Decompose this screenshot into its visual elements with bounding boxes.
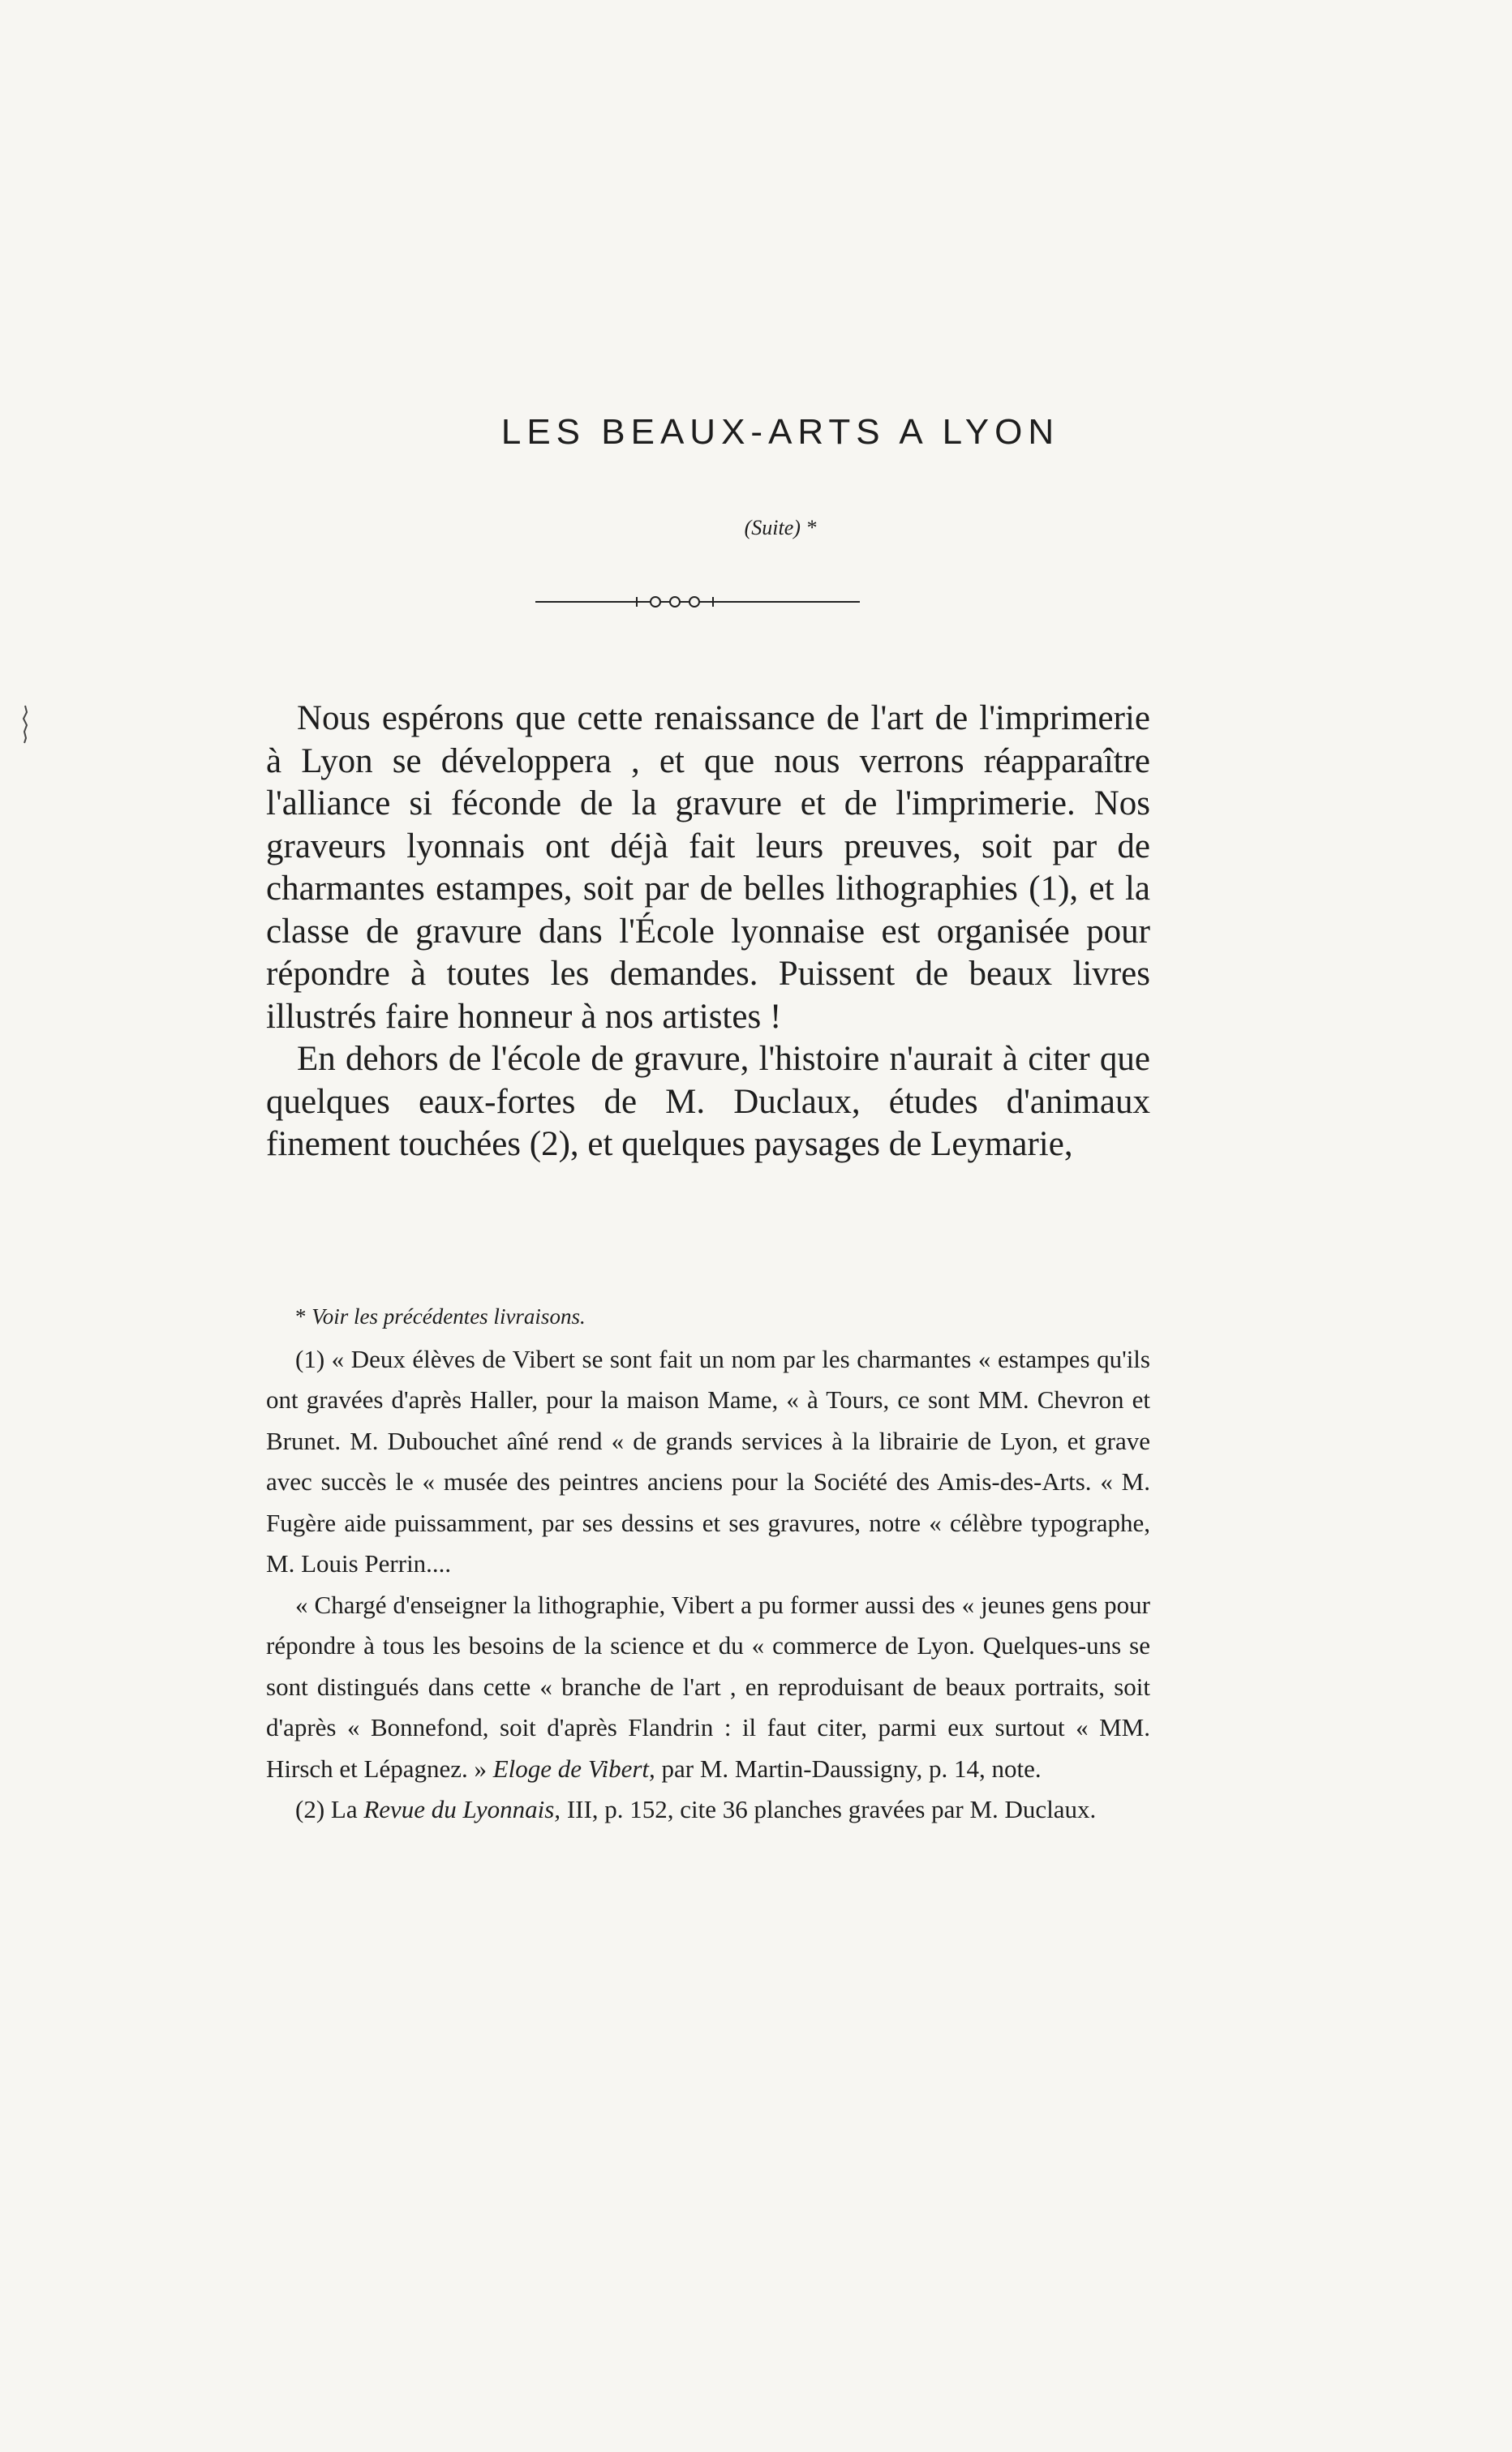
- footnote-2-rest: III, p. 152, cite 36 planches gravées par M. Duclaux.: [566, 1795, 1097, 1823]
- margin-mark: [19, 704, 31, 745]
- footnote-star-marker: *: [295, 1304, 307, 1329]
- footnote-star: [266, 1296, 1150, 1338]
- footnote-1: (1) « Deux élèves de Vibert se sont fait un nom par les charmantes « estampes qu'ils ont gravées d'après Haller, pour la maison Mame, « à Tours, ce sont MM. Chevron et Brunet. M. Dubouchet aîné rend « de grands services à la librairie de Lyon, et grave avec succès le « musée des peintres anciens pour la Société des Amis-des-Arts. « M. Fugère aide puissamment, par ses dessins et ses gravures, notre « célèbre typographe, M. Louis Perrin....: [266, 1344, 1150, 1578]
- footnotes: [266, 1296, 1150, 1831]
- cited-work-title: Eloge de Vibert,: [492, 1754, 655, 1783]
- footnote-2: [266, 1789, 1150, 1831]
- footnote-1-continued: [266, 1585, 1150, 1790]
- paragraph: Nous espérons que cette renaissance de l'art de l'imprimerie à Lyon se développera , et que nous verrons réapparaître l'alliance si féconde de la gravure et de l'imprimerie. Nos graveurs lyonnais ont déjà fait leurs preuves, soit par de charmantes estampes, soit par de belles lithographies (1), et la classe de gravure dans l'École lyonnaise est organisée pour répondre à toutes les demandes. Puissent de beaux livres illustrés faire honneur à nos artistes !: [266, 699, 1150, 1036]
- page-title: LES BEAUX-ARTS A LYON: [500, 412, 1060, 452]
- cited-journal-title: Revue du Lyonnais,: [363, 1795, 561, 1823]
- footnote-citation: par M. Martin-Daussigny, p. 14, note.: [661, 1754, 1042, 1783]
- footnote-2-lead: (2) La: [295, 1795, 358, 1823]
- main-text: [266, 698, 1150, 1166]
- page-subtitle: (Suite) *: [744, 516, 817, 539]
- title-ornament-divider: [535, 592, 860, 612]
- paragraph: En dehors de l'école de gravure, l'histoire n'aurait à citer que quelques eaux-fortes de M. Duclaux, études d'animaux finement touchées (2), et quelques paysages de Leymarie,: [266, 1040, 1150, 1163]
- footnote-star-text: Voir les précédentes livraisons.: [311, 1304, 586, 1329]
- footnote-quote: « Chargé d'enseigner la lithographie, Vibert a pu former aussi des « jeunes gens pour répondre à tous les besoins de la science et du « commerce de Lyon. Quelques-uns se sont distingués dans cette « branche de l'art , en reproduisant de beaux portraits, soit d'après « Bonnefond, soit d'après Flandrin : il faut citer, parmi eux surtout « MM. Hirsch et Lépagnez. »: [266, 1590, 1150, 1783]
